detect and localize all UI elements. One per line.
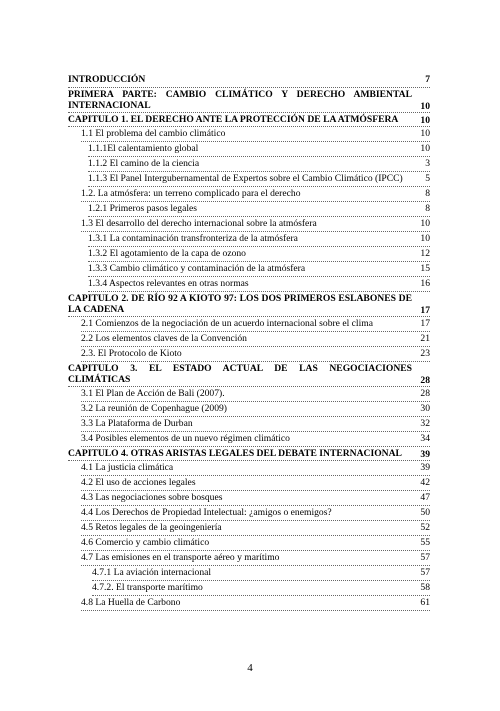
toc-entry-title: 4.4 Los Derechos de Propiedad Intelectual: ¿amigos o enemigos? (81, 507, 332, 518)
toc-entry-page: 17 (420, 305, 430, 316)
toc-entry[interactable] (88, 262, 430, 277)
toc-entry-page: 57 (420, 552, 430, 563)
toc-entry-page: 47 (420, 492, 430, 503)
toc-entry[interactable] (81, 476, 430, 491)
toc-entry-page: 17 (420, 318, 430, 329)
toc-entry-page: 10 (420, 233, 430, 244)
toc-entry[interactable] (68, 88, 430, 113)
toc-entry-title: INTRODUCCIÓN (68, 74, 146, 85)
toc-entry-title: 1.2. La atmósfera: un terreno complicado para el derecho (81, 188, 301, 199)
toc-entry-page: 3 (425, 158, 430, 169)
toc-entry[interactable] (81, 506, 430, 521)
toc-entry[interactable] (81, 417, 430, 432)
page-number: 4 (247, 662, 253, 674)
toc-entry-page: 5 (425, 173, 430, 184)
toc-entry-title: 4.2 El uso de acciones legales (81, 477, 196, 488)
toc-entry-page: 34 (420, 433, 430, 444)
toc-entry[interactable] (88, 277, 430, 292)
toc-entry-title: 4.1 La justicia climática (81, 462, 174, 473)
toc-entry-page: 39 (420, 449, 430, 460)
toc-entry-page: 39 (420, 462, 430, 473)
toc-entry-title: 1.2.1 Primeros pasos legales (88, 203, 197, 214)
toc-entry-page: 55 (420, 537, 430, 548)
toc-entry-page: 10 (420, 128, 430, 139)
toc-entry-page: 21 (420, 333, 430, 344)
toc-entry[interactable] (81, 521, 430, 536)
toc-entry-title: 1.3.4 Aspectos relevantes en otras normas (88, 278, 249, 289)
toc-entry-page: 30 (420, 403, 430, 414)
toc-entry[interactable] (81, 402, 430, 417)
toc-entry[interactable] (88, 202, 430, 217)
toc-entry-title: 1.1.1El calentamiento global (88, 143, 199, 154)
toc-entry-title: 3.4 Posibles elementos de un nuevo régimen climático (81, 433, 290, 444)
toc-entry-title: 4.7.1 La aviación internacional (92, 567, 212, 578)
toc-entry-title: 4.6 Comercio y cambio climático (81, 537, 210, 548)
toc-entry-page: 23 (420, 348, 430, 359)
toc-entry[interactable] (81, 317, 430, 332)
toc-entry-title: 4.7 Las emisiones en el transporte aéreo y marítimo (81, 552, 280, 563)
toc-entry[interactable] (81, 217, 430, 232)
toc-entry-title: 2.2 Los elementos claves de la Convención (81, 333, 247, 344)
toc-entry[interactable] (81, 551, 430, 566)
toc-entry[interactable] (81, 461, 430, 476)
toc-entry-title: 2.1 Comienzos de la negociación de un acuerdo internacional sobre el clima (81, 318, 373, 329)
toc-entry-title: CAPITULO 4. OTRAS ARISTAS LEGALES DEL DEBATE INTERNACIONAL (68, 448, 402, 459)
toc-entry-title: 1.1.2 El camino de la ciencia (88, 158, 200, 169)
toc-entry[interactable] (81, 596, 430, 611)
toc-entry-title: 4.5 Retos legales de la geoingeniería (81, 522, 222, 533)
toc-entry[interactable] (81, 332, 430, 347)
toc-entry-page: 32 (420, 418, 430, 429)
toc-entry[interactable] (68, 292, 430, 317)
toc-entry-page: 57 (420, 567, 430, 578)
toc-entry-title: 4.3 Las negociaciones sobre bosques (81, 492, 223, 503)
toc-entry[interactable] (81, 187, 430, 202)
toc-entry-page: 42 (420, 477, 430, 488)
toc-entry[interactable] (68, 362, 430, 387)
toc-entry[interactable] (81, 127, 430, 142)
table-of-contents (68, 73, 430, 611)
toc-entry-page: 28 (420, 388, 430, 399)
toc-entry-title: 1.1.3 El Panel Intergubernamental de Expertos sobre el Cambio Climático (IPCC) (88, 173, 403, 184)
toc-entry[interactable] (81, 491, 430, 506)
toc-entry[interactable] (88, 172, 430, 187)
toc-entry-page: 58 (420, 582, 430, 593)
toc-entry[interactable] (88, 142, 430, 157)
toc-entry-title: 2.3. El Protocolo de Kioto (81, 348, 182, 359)
toc-entry-title: 3.2 La reunión de Copenhague (2009) (81, 403, 227, 414)
toc-entry[interactable] (92, 566, 430, 581)
toc-entry[interactable] (81, 347, 430, 362)
toc-entry[interactable] (68, 73, 430, 88)
toc-entry-page: 15 (420, 263, 430, 274)
toc-entry-page: 7 (425, 74, 430, 85)
toc-entry-page: 8 (425, 203, 430, 214)
toc-entry[interactable] (68, 113, 430, 127)
toc-entry-title: 3.1 El Plan de Acción de Bali (2007). (81, 388, 225, 399)
toc-entry-title: 4.7.2. El transporte marítimo (92, 582, 203, 593)
toc-entry[interactable] (81, 536, 430, 551)
toc-entry-page: 61 (420, 597, 430, 608)
toc-entry[interactable] (88, 232, 430, 247)
toc-entry-page: 50 (420, 507, 430, 518)
toc-entry-page: 12 (420, 248, 430, 259)
toc-entry-page: 8 (425, 188, 430, 199)
toc-entry-title: 1.3 El desarrollo del derecho internacional sobre la atmósfera (81, 218, 317, 229)
toc-entry-title: PRIMERA PARTE: CAMBIO CLIMÁTICO Y DERECHO AMBIENTAL INTERNACIONAL (68, 89, 412, 111)
toc-entry[interactable] (88, 247, 430, 262)
toc-entry[interactable] (68, 447, 430, 461)
toc-entry-title: 1.3.3 Cambio climático y contaminación de la atmósfera (88, 263, 306, 274)
toc-entry[interactable] (81, 432, 430, 447)
toc-entry-title: CAPITULO 1. EL DERECHO ANTE LA PROTECCIÓN DE LA ATMÓSFERA (68, 114, 399, 125)
toc-entry-title: CAPITULO 3. EL ESTADO ACTUAL DE LAS NEGOCIACIONES CLIMÁTICAS (68, 363, 412, 385)
toc-entry-title: 4.8 La Huella de Carbono (81, 597, 181, 608)
toc-entry[interactable] (88, 157, 430, 172)
toc-entry-title: CAPITULO 2. DE RÍO 92 A KIOTO 97: LOS DOS PRIMEROS ESLABONES DE LA CADENA (68, 293, 412, 315)
toc-entry-title: 3.3 La Plataforma de Durban (81, 418, 193, 429)
toc-entry-page: 10 (420, 101, 430, 112)
toc-entry-title: 1.3.1 La contaminación transfronteriza de la atmósfera (88, 233, 298, 244)
toc-entry-page: 10 (420, 115, 430, 126)
toc-entry-title: 1.1 El problema del cambio climático (81, 128, 226, 139)
toc-entry-page: 28 (420, 375, 430, 386)
toc-entry-page: 16 (420, 278, 430, 289)
toc-entry-page: 10 (420, 218, 430, 229)
toc-entry-title: 1.3.2 El agotamiento de la capa de ozono (88, 248, 246, 259)
toc-entry-page: 10 (420, 143, 430, 154)
toc-entry[interactable] (81, 387, 430, 402)
toc-entry-page: 52 (420, 522, 430, 533)
toc-entry[interactable] (92, 581, 430, 596)
